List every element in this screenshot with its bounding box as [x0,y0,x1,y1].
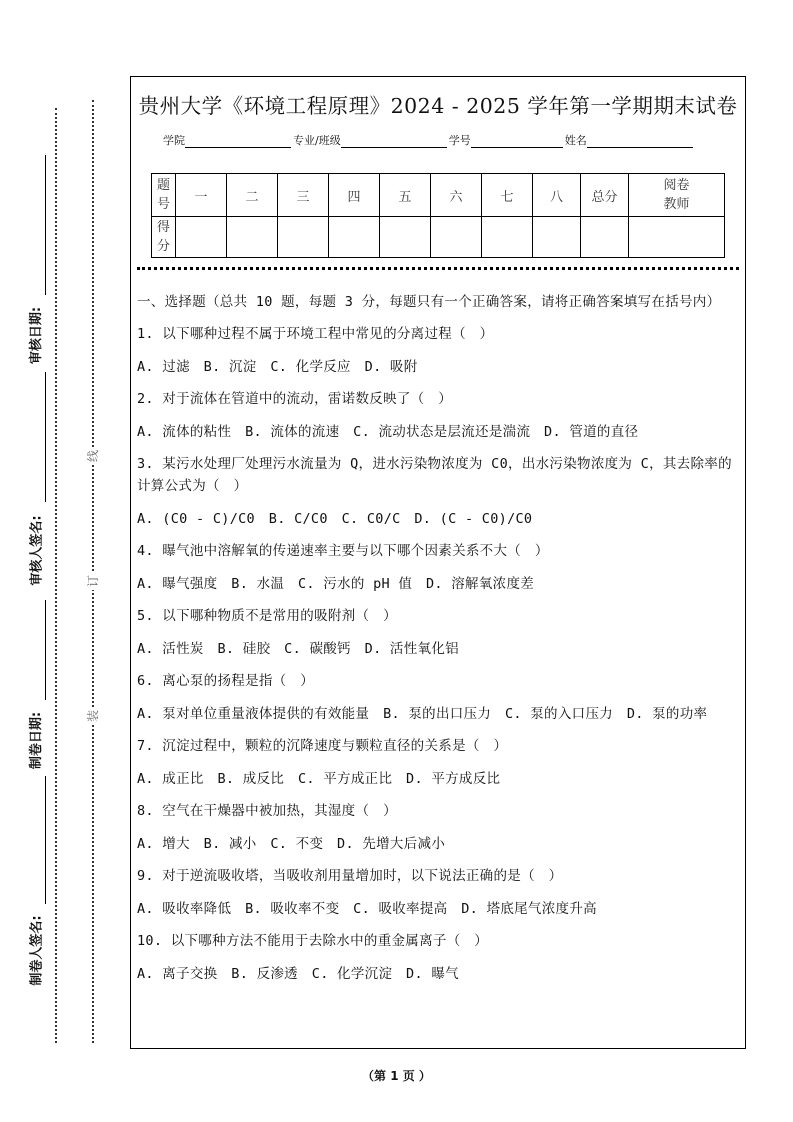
section-heading: 一、选择题（总共 10 题，每题 3 分，每题只有一个正确答案，请将正确答案填写在括号内） [137,294,721,310]
binding-margin [0,0,130,1122]
question-7: 7. 沉淀过程中，颗粒的沉降速度与颗粒直径的关系是（ ） [137,738,508,754]
question-6: 6. 离心泵的扬程是指（ ） [137,673,315,689]
review-date-line [45,155,46,295]
score-cell-grader[interactable] [629,217,725,258]
score-cell-8[interactable] [533,217,581,258]
question-4: 4. 曝气池中溶解氧的传递速率主要与以下哪个因素关系不大（ ） [137,543,549,559]
score-cell-total[interactable] [581,217,629,258]
col-header-7: 七 [482,174,533,217]
page-number: （第 1 页 ） [362,1069,431,1083]
name-field[interactable] [587,136,693,148]
col-header-3: 三 [278,174,329,217]
col-header-6: 六 [431,174,482,217]
prepare-date-label: 制卷日期: [29,711,45,769]
col-header-grader: 阅卷 教师 [629,174,725,217]
question-3: 3. 某污水处理厂处理污水流量为 Q，进水污染物浓度为 C0，出水污染物浓度为 C，其去除率的计算公式为（ ） [137,456,732,494]
preparer-signature-label: 制卷人签名: [29,914,45,986]
score-cell-4[interactable] [329,217,380,258]
question-10-options: A. 离子交换 B. 反渗透 C. 化学沉淀 D. 曝气 [137,965,459,982]
review-date-label: 审核日期: [29,306,45,364]
binding-char-ding: 订 [84,572,102,590]
score-table-header-row [152,174,725,217]
score-cell-7[interactable] [482,217,533,258]
col-header-total: 总分 [581,174,629,217]
college-label: 学院 [163,134,185,147]
exam-frame [130,76,746,1049]
section-divider [137,267,739,270]
score-cell-2[interactable] [227,217,278,258]
exam-title: 贵州大学《环境工程原理》2024 - 2025 学年第一学期期末试卷 [138,94,738,118]
prepare-date-line [45,600,46,700]
question-1: 1. 以下哪种过程不属于环境工程中常见的分离过程（ ） [137,326,494,342]
score-table-score-row [152,217,725,258]
question-3-options: A. (C0 - C)/C0 B. C/C0 C. C0/C D. (C - C0)/C0 [137,510,533,527]
student-info-row [163,132,695,148]
col-header-1: 一 [176,174,227,217]
question-6-options: A. 泵对单位重量液体提供的有效能量 B. 泵的出口压力 C. 泵的入口压力 D. 泵的功率 [137,705,708,722]
student-id-field[interactable] [471,136,563,148]
score-cell-1[interactable] [176,217,227,258]
col-header-2: 二 [227,174,278,217]
col-header-4: 四 [329,174,380,217]
question-5: 5. 以下哪种物质不是常用的吸附剂（ ） [137,608,397,624]
question-8: 8. 空气在干燥器中被加热，其湿度（ ） [137,803,397,819]
question-2-options: A. 流体的粘性 B. 流体的流速 C. 流动状态是层流还是湍流 D. 管道的直径 [137,423,639,440]
score-cell-3[interactable] [278,217,329,258]
score-row-header: 得 分 [152,217,176,258]
binding-char-zhuang: 装 [84,707,102,725]
question-9-options: A. 吸收率降低 B. 吸收率不变 C. 吸收率提高 D. 塔底尾气浓度升高 [137,900,597,917]
question-9: 9. 对于逆流吸收塔，当吸收剂用量增加时，以下说法正确的是（ ） [137,868,563,884]
question-4-options: A. 曝气强度 B. 水温 C. 污水的 pH 值 D. 溶解氧浓度差 [137,575,535,592]
question-7-options: A. 成正比 B. 成反比 C. 平方成正比 D. 平方成反比 [137,770,501,787]
score-cell-5[interactable] [380,217,431,258]
col-header-5: 五 [380,174,431,217]
question-8-options: A. 增大 B. 减小 C. 不变 D. 先增大后减小 [137,835,446,852]
reviewer-signature-label: 审核人签名: [29,514,45,586]
question-section [137,291,741,995]
college-field[interactable] [185,136,291,148]
major-class-label: 专业/班级 [293,134,341,147]
preparer-signature-line [45,776,46,904]
binding-dotted-line-outer [55,108,57,1043]
binding-char-xian: 线 [84,447,102,465]
col-header-8: 八 [533,174,581,217]
question-5-options: A. 活性炭 B. 硅胶 C. 碳酸钙 D. 活性氧化铝 [137,640,459,657]
name-label: 姓名 [564,134,587,147]
reviewer-signature-line [45,372,46,502]
major-class-field[interactable] [341,136,447,148]
question-2: 2. 对于流体在管道中的流动，雷诺数反映了（ ） [137,391,453,407]
score-table [151,173,725,258]
question-1-options: A. 过滤 B. 沉淀 C. 化学反应 D. 吸附 [137,358,418,375]
question-10: 10. 以下哪种方法不能用于去除水中的重金属离子（ ） [137,933,489,949]
student-id-label: 学号 [448,134,471,147]
score-cell-6[interactable] [431,217,482,258]
question-number-header: 题 号 [152,174,176,217]
